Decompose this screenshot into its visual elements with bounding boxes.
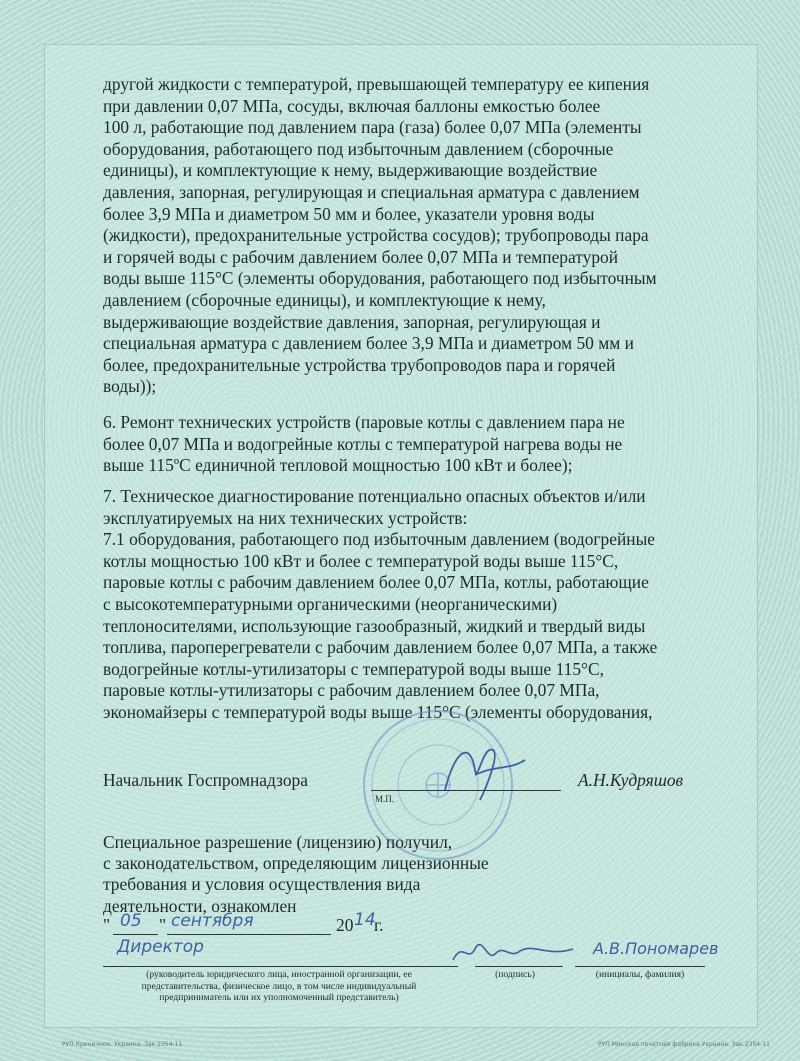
caption-line: предприниматель или их уполномоченный представитель) — [159, 992, 399, 1004]
item7-line: паровые котлы с рабочим давлением более 0,07 МПа, котлы, работающие — [103, 572, 649, 593]
body-line: более 3,9 МПа и диаметром 50 мм и более, указатели уровня воды — [103, 203, 595, 224]
body-line: 100 л, работающие под давлением пара (газа) более 0,07 МПа (элементы — [103, 117, 642, 138]
position-underline — [103, 966, 458, 967]
item7-line: 7.1 оборудования, работающего под избыточным давлением (водогрейные — [103, 529, 655, 550]
signature-underline — [475, 966, 563, 967]
body-line: другой жидкости с температурой, превышающей температуру ее кипения — [103, 74, 650, 94]
receipt-line: требования и условия осуществления вида — [103, 874, 421, 895]
stamp-place-label: М.П. — [375, 794, 395, 804]
receipt-line: Специальное разрешение (лицензию) получил, — [103, 832, 453, 852]
caption-line: представительства, физическое лицо, в том числе индивидуальный — [141, 980, 417, 992]
item7-line: котлы мощностью 100 кВт и более с температурой воды выше 115°С, — [103, 550, 619, 571]
item7-line: экономайзеры с температурой воды выше 115°С (элементы оборудования, — [103, 701, 653, 722]
date-year-prefix: 20 — [336, 915, 354, 935]
receipt-line: деятельности, ознакомлен — [103, 895, 297, 916]
body-line: при давлении 0,07 МПа, сосуды, включая баллоны емкостью более — [103, 95, 601, 116]
body-line: воды выше 115°С (элементы оборудования, работающего под избыточным — [103, 268, 657, 289]
licensee-signature-row — [93, 937, 733, 1020]
body-line: и горячей воды с рабочим давлением более 0,07 МПа и температурой — [103, 246, 619, 267]
date-quote-open: " — [103, 915, 111, 935]
item6-line: 6. Ремонт технических устройств (паровые котлы с давлением пара не — [103, 412, 625, 432]
item7-line: водогрейные котлы-утилизаторы с температурой воды выше 115°С, — [103, 658, 604, 679]
licensee-role-caption — [93, 969, 465, 1004]
body-line: воды)); — [103, 376, 157, 397]
month-underline — [167, 934, 331, 935]
body-line: оборудования, работающего под избыточным давлением (сборочные — [103, 138, 614, 159]
licensee-initials-handwritten: А.В.Пономарев — [593, 939, 719, 958]
item6-line: более 0,07 МПа и водогрейные котлы с температурой нагрева воды не — [103, 433, 623, 454]
chief-name: А.Н.Кудряшов — [578, 770, 684, 790]
body-line: специальная арматура с давлением более 3,9 МПа и диаметром 50 мм и — [103, 333, 634, 354]
printer-imprint-left: РУП Криничное. Украина. Зак.2354-11 — [62, 1041, 183, 1048]
chief-title: Начальник Госпромнадзора — [103, 770, 308, 790]
body-line: выдерживающие воздействие давления, запорная, регулирующая и — [103, 311, 601, 332]
licensee-position-handwritten: Директор — [117, 937, 204, 957]
body-line: давления, запорная, регулирующая и специальная арматура с давлением — [103, 181, 640, 202]
receipt-line: с законодательством, определяющим лицензионные — [103, 853, 489, 874]
item7-line: паровые котлы-утилизаторы с рабочим давлением более 0,07 МПа, — [103, 680, 600, 701]
item7-line: теплоносителями, использующие газообразный, жидкий и твердый виды — [103, 615, 646, 636]
initials-caption: (инициалы, фамилия) — [595, 969, 685, 980]
item7-line: 7. Техническое диагностирование потенциально опасных объектов и/или — [103, 486, 646, 506]
item-6-repair — [103, 412, 723, 477]
body-line: единицы), и комплектующие к нему, выдерживающие воздействие — [103, 160, 598, 181]
printer-imprint-right: РУП Минская печатная фабрика Украина. Зак.2354-11 — [598, 1041, 770, 1048]
caption-line: (руководитель юридического лица, иностранной организации, ее — [146, 969, 412, 980]
item-7-diagnostics — [103, 486, 723, 724]
initials-underline — [575, 966, 705, 967]
item7-line: топлива, пароперегреватели с рабочим давлением более 0,07 МПа, а также — [103, 637, 658, 658]
date-day-handwritten: 05 — [120, 911, 142, 931]
signature-line — [371, 790, 561, 791]
license-body-text — [103, 74, 723, 398]
item6-line: выше 115ºС единичной тепловой мощностью 100 кВт и более); — [103, 455, 573, 476]
body-line: более, предохранительные устройства трубопроводов пара и горячей — [103, 354, 616, 375]
body-line: (жидкости), предохранительные устройства сосудов); трубопроводы пара — [103, 225, 649, 246]
receipt-statement — [103, 832, 543, 917]
date-month-handwritten: сентября — [171, 911, 254, 931]
body-line: давлением (сборочные единицы), и комплектующие к нему, — [103, 289, 546, 310]
signature-caption: (подпись) — [495, 969, 535, 980]
item7-line: эксплуатируемых на них технических устройств: — [103, 507, 468, 528]
signature-row — [103, 770, 723, 810]
date-year-handwritten: 14 — [354, 910, 376, 930]
item7-line: с высокотемпературными органическими (неорганическими) — [103, 593, 558, 614]
date-quote-close: " — [159, 915, 167, 935]
day-underline — [113, 934, 158, 935]
date-year-unit: г. — [374, 915, 384, 935]
